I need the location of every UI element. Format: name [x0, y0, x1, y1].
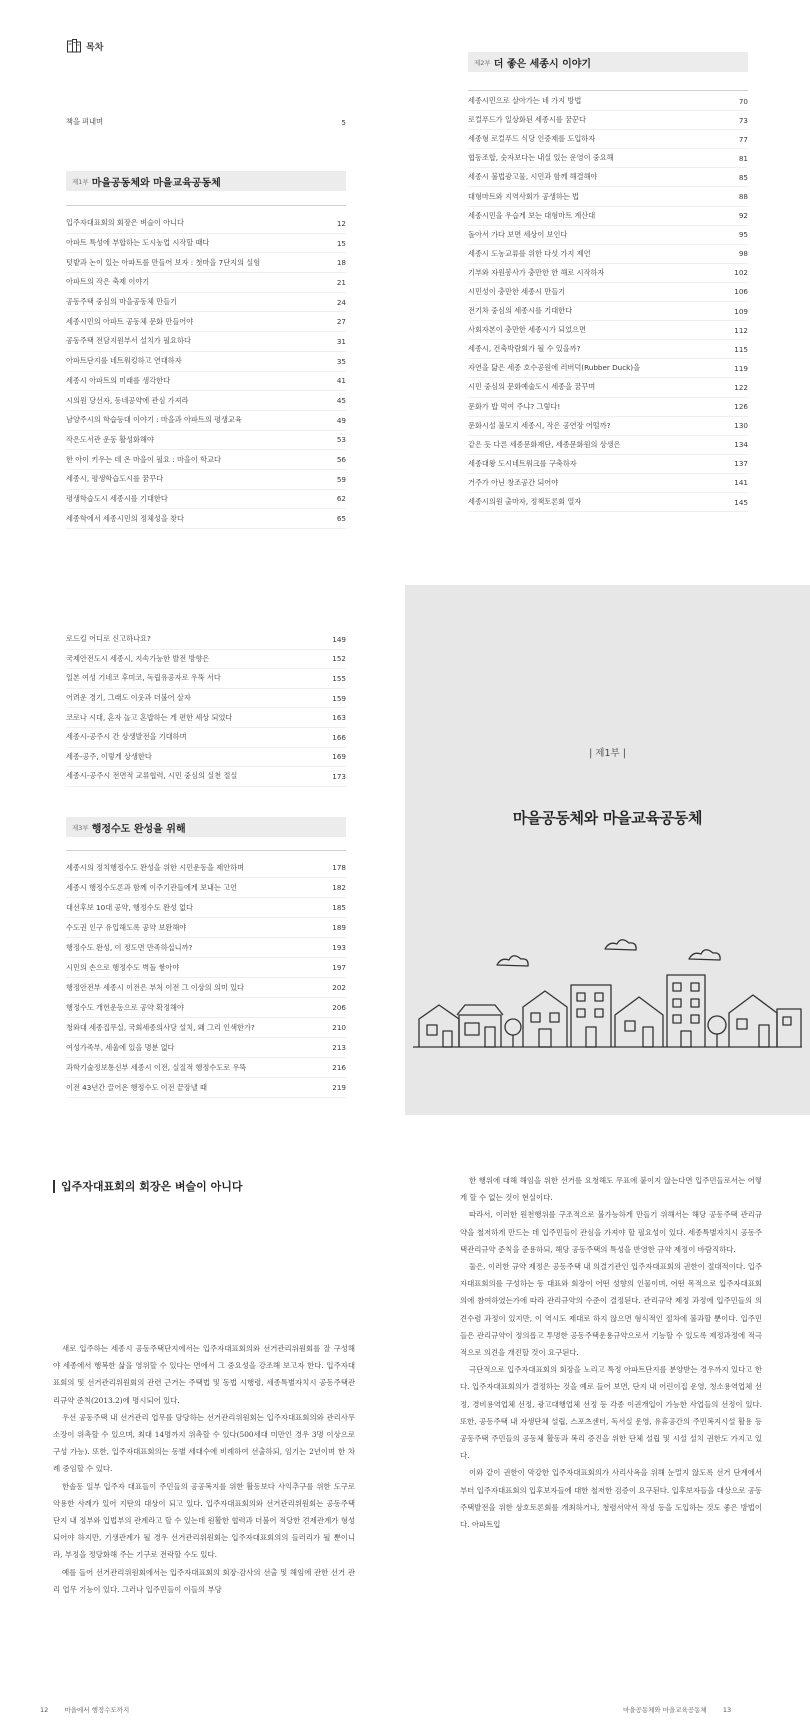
toc-entry-title: 청와대 세종집무실, 국회세종의사당 설치, 왜 그리 인색한가? — [66, 1022, 255, 1032]
toc-entry-title: 자연을 닮은 세종 호수공원에 러버덕(Rubber Duck)을 — [468, 363, 641, 373]
toc-entry-title: 세종시, 건축박람회가 될 수 있을까? — [468, 344, 581, 354]
toc-entry[interactable] — [66, 938, 346, 958]
toc-entry[interactable] — [66, 878, 346, 898]
toc-entry[interactable] — [66, 918, 346, 938]
toc-entry[interactable] — [468, 359, 748, 378]
toc-entry[interactable] — [66, 411, 346, 431]
toc-entry-title: 세종시민으로 살아가는 네 가지 방법 — [468, 96, 582, 106]
toc-entry[interactable] — [66, 630, 346, 650]
toc-entry-title: 수도권 인구 유입해도록 공약 보완해야 — [66, 922, 187, 932]
toc-entry-page: 106 — [734, 287, 748, 297]
footer-book-title: 마을에서 행정수도까지 — [64, 1706, 130, 1714]
toc-entry-page: 213 — [332, 1043, 346, 1052]
toc-page-2 — [405, 0, 810, 580]
toc-entry-title: 남양주시의 학습등대 이야기 : 마을과 아파트의 평생교육 — [66, 415, 242, 425]
toc-entry-title: 사회자본이 충만한 세종시가 되었으면 — [468, 325, 586, 335]
toc-entry-page: 59 — [336, 474, 346, 484]
toc-entry-title: 전기차 중심의 세종시를 기대한다 — [468, 306, 573, 316]
toc-entry-title: 대선후보 10대 공약, 행정수도 완성 없다 — [66, 902, 194, 912]
toc-entry[interactable] — [66, 767, 346, 787]
paragraph: 둘은, 이러한 규약 제정은 공동주택 내 의결기관인 입주자대표회의 권한이 절대적이다. 입주자대표회의를 구성하는 동 대표와 회장이 어떤 성향의 인물이며, 어떤 목적으로 입주자대표회의에 참여하였는가에 따라 관리규약의 수준이 결정된다. 관리규약 제정 과정에 입주민들의 의견수렴 과정이 있지만, 이 역시도 제대로 하지 않으면 형식적인 절차에 불과할 뿐이다. 입주민들은 관리규약이 정의롭고 투명한 공동주택운용규약으로서 기능할 수 있도록 제정과정에 적극적으로 의견을 개진할 것이 요구된다. — [460, 1262, 762, 1358]
part-title: 마을공동체와 마을교육공동체 — [512, 809, 703, 827]
toc-entry[interactable] — [66, 708, 346, 728]
toc-entry-title: 세종시 불법광고물, 시민과 함께 해결해야 — [468, 172, 598, 182]
toc-entry[interactable] — [66, 470, 346, 490]
toc-entry-page: 155 — [332, 673, 346, 683]
toc-entry-page: 15 — [336, 238, 346, 248]
toc-entry[interactable] — [468, 149, 748, 168]
toc-entry[interactable] — [468, 168, 748, 187]
toc-entry-title: 세종시-공주시 간 상생발전을 기대하며 — [66, 732, 187, 742]
toc-list-part2 — [468, 92, 748, 512]
toc-entry[interactable] — [468, 207, 748, 226]
toc-entry[interactable] — [66, 898, 346, 918]
toc-entry[interactable] — [468, 436, 748, 455]
toc-page-1 — [0, 0, 405, 580]
toc-entry[interactable] — [66, 689, 346, 709]
toc-entry-page: 185 — [332, 903, 346, 912]
toc-entry-title: 돌아서 가다 보면 세상이 보인다 — [468, 229, 568, 239]
toc-entry-title: 세종시의 정치행정수도 완성을 위한 시민운동을 제안하며 — [66, 862, 245, 872]
toc-entry[interactable] — [66, 1058, 346, 1078]
toc-entry-title: 행정수도 완성, 이 정도면 만족하십니까? — [66, 942, 193, 952]
toc-entry-title: 이전 43년간 끌어온 행정수도 이전 끝장낼 때 — [66, 1082, 207, 1092]
toc-entry[interactable] — [468, 321, 748, 340]
toc-header — [66, 38, 103, 54]
toc-entry-title: 세종형 로컬푸드 식당 인증제를 도입하자 — [468, 134, 596, 144]
section-heading-part2: 제2부 더 좋은 세종시 이야기 — [468, 52, 748, 72]
toc-entry-title: 세종시 도농교류를 위한 다섯 가지 제언 — [468, 248, 591, 258]
toc-entry[interactable] — [66, 748, 346, 768]
toc-entry-page: 202 — [332, 983, 346, 992]
toc-entry-title: 세종시 행정수도론과 함께 이주기관들에게 보내는 고언 — [66, 882, 238, 892]
toc-entry[interactable] — [468, 264, 748, 283]
toc-entry-page: 77 — [738, 134, 748, 144]
toc-entry-title: 국제안전도시 세종시, 지속가능한 발전 방향은 — [66, 653, 210, 663]
part-number-label: | 제1부 | — [589, 748, 626, 759]
village-houses-illustration — [405, 915, 810, 1055]
body-page-12 — [0, 1160, 405, 1728]
toc-entry-page: 178 — [332, 863, 346, 872]
toc-entry-page: 27 — [336, 317, 346, 327]
toc-entry-page: 24 — [336, 297, 346, 307]
toc-entry[interactable] — [66, 214, 346, 234]
toc-entry-page: 126 — [734, 402, 748, 412]
toc-entry-page: 41 — [336, 376, 346, 386]
toc-entry-intro[interactable]: 책을 펴내며 5 — [66, 117, 346, 127]
toc-entry[interactable] — [468, 378, 748, 397]
toc-entry-page: 182 — [332, 883, 346, 892]
page-footer — [623, 1705, 731, 1714]
toc-entry-page: 21 — [336, 277, 346, 287]
toc-entry[interactable] — [468, 340, 748, 359]
toc-entry-page: 56 — [336, 455, 346, 465]
toc-entry-title: 입주자대표회의 회장은 벼슬이 아니다 — [66, 218, 184, 228]
toc-entry[interactable] — [66, 372, 346, 392]
toc-entry-page: 102 — [734, 268, 748, 278]
toc-entry-title: 아파트단지를 네트워킹하고 연대하자 — [66, 356, 182, 366]
toc-entry-title: 공동주택 전담지원부서 설치가 필요하다 — [66, 336, 191, 346]
footer-section-title: 마을공동체와 마을교육공동체 — [623, 1706, 707, 1714]
toc-entry-page: 109 — [734, 306, 748, 316]
toc-entry[interactable] — [468, 398, 748, 417]
toc-entry-page: 137 — [734, 459, 748, 469]
footer-page-number: 12 — [40, 1706, 49, 1714]
toc-entry-title: 세종-공주, 이렇게 상생한다 — [66, 751, 152, 761]
toc-entry-page: 53 — [336, 435, 346, 445]
toc-entry-title: 한 아이 키우는 데 온 마을이 필요 : 마을이 학교다 — [66, 454, 221, 464]
toc-entry-title: 세종시-공주시 전면적 교류협력, 시민 중심의 실천 절실 — [66, 771, 238, 781]
toc-entry-title: 세종대왕 도시네트워크를 구축하자 — [468, 458, 577, 468]
article-body-continued — [460, 1172, 762, 1533]
toc-entry-title: 어려운 경기, 그래도 이웃과 더불어 살자 — [66, 693, 191, 703]
toc-entry-title: 같은 듯 다른 세종문화재단, 세종문화원의 상생은 — [468, 439, 621, 449]
paragraph: 우선 공동주택 내 선거관리 업무를 담당하는 선거관리위원회는 입주자대표회의와 관리사무소장이 위촉할 수 있으며, 최대 14명까지 위촉할 수 있다(500세대 미만인 경우 3명 이상으로 구성 가능). 또한, 입주자대표회의는 동별 세대수에 비례하여 선출하되, 임기는 2년이며 한 차례 중임할 수 있다. — [53, 1412, 355, 1474]
toc-entry-title: 세종시민의 아파트 공동체 문화 만들어야 — [66, 316, 194, 326]
toc-label: 목차 — [86, 42, 104, 53]
toc-entry[interactable] — [66, 450, 346, 470]
paragraph: 한 행위에 대해 해임을 위한 선거를 요청해도 무표에 붙이지 않는다면 입주민들로서는 어떻게 할 수 없는 것이 현실이다. — [460, 1176, 762, 1203]
paragraph: 따라서, 이러한 원천행위를 구조적으로 불가능하게 만들기 위해서는 해당 공동주택 관리규약을 철저하게 만드는 데 입주민들이 관심을 가져야 할 필요성이 있다. 세종특별자치시 공동주택관리규약 준칙을 준용하되, 해당 공동주택의 특성을 반영한 규약 제정이 바람직하다. — [460, 1210, 762, 1254]
toc-entry-title: 로드킬 어디로 신고하나요? — [66, 634, 151, 644]
toc-entry-title: 세종시 아파트의 미래를 생각한다 — [66, 375, 171, 385]
toc-entry[interactable] — [468, 417, 748, 436]
toc-entry-title: 거주가 아닌 창조공간 되어야 — [468, 477, 559, 487]
toc-entry-page: 85 — [738, 172, 748, 182]
toc-entry[interactable] — [66, 669, 346, 689]
footer-page-number: 13 — [722, 1706, 732, 1714]
toc-entry[interactable] — [468, 474, 748, 493]
toc-entry-title: 시민 중심의 문화예술도시 세종을 꿈꾸며 — [468, 382, 596, 392]
toc-entry-title: 공동주택 중심의 마을공동체 만들기 — [66, 297, 178, 307]
toc-entry-page: 169 — [332, 752, 346, 762]
toc-entry-page: 95 — [738, 230, 748, 240]
toc-entry-page: 119 — [734, 363, 748, 373]
toc-entry-page: 81 — [738, 153, 748, 163]
toc-entry-page: 197 — [332, 963, 346, 972]
toc-entry[interactable] — [66, 858, 346, 878]
toc-entry-page: 216 — [332, 1063, 346, 1072]
toc-entry-page: 166 — [332, 732, 346, 742]
toc-entry-title: 세종시민을 우습게 보는 대형마트 계산대 — [468, 210, 596, 220]
toc-entry-title: 작은도서관 운동 활성화해야 — [66, 434, 154, 444]
toc-entry[interactable] — [66, 1038, 346, 1058]
toc-entry[interactable] — [66, 509, 346, 529]
toc-entry-page: 141 — [734, 478, 748, 488]
heading-bar — [53, 1180, 55, 1193]
section-heading-part1: 제1부 마을공동체와 마을교육공동체 — [66, 171, 346, 191]
toc-entry-page: 130 — [734, 421, 748, 431]
toc-list-part1 — [66, 214, 346, 529]
paragraph: 예를 들어 선거관리위원회에서는 입주자대표회의 회장·감사의 선출 및 해임에 관한 선거 관리 업무 기능이 있다. 그러나 입주민들이 이들의 부당 — [53, 1567, 355, 1594]
toc-entry[interactable] — [66, 1078, 346, 1098]
divider — [66, 205, 346, 206]
toc-entry-page: 112 — [734, 325, 748, 335]
toc-entry-page: 163 — [332, 713, 346, 723]
book-icon — [66, 38, 82, 54]
toc-entry-page: 210 — [332, 1023, 346, 1032]
toc-entry-title: 일본 여성 기네코 후미코, 독립유공자로 우뚝 서다 — [66, 673, 221, 683]
toc-entry-title: 행정안전부 세종시 이전은 부처 이전 그 이상의 의미 있다 — [66, 982, 244, 992]
toc-entry-title: 시민성이 충만한 세종시 만들기 — [468, 286, 566, 296]
toc-entry-title: 대형마트와 지역사회가 공생하는 법 — [468, 191, 580, 201]
toc-entry-title: 협동조합, 숫자보다는 내실 있는 운영이 중요해 — [468, 153, 614, 163]
toc-entry-page: 65 — [336, 514, 346, 524]
toc-entry-page: 12 — [336, 218, 346, 228]
toc-entry-title: 아파트 특성에 부합하는 도시농업 시작할 때다 — [66, 238, 210, 248]
toc-entry-page: 152 — [332, 654, 346, 664]
toc-entry[interactable] — [66, 490, 346, 510]
toc-entry[interactable] — [66, 273, 346, 293]
toc-entry-page: 98 — [738, 249, 748, 259]
toc-entry[interactable] — [66, 332, 346, 352]
toc-entry-page: 145 — [734, 497, 748, 507]
body-page-13 — [405, 1160, 810, 1728]
toc-entry-page: 31 — [336, 336, 346, 346]
toc-entry[interactable] — [66, 234, 346, 254]
toc-entry-page: 149 — [332, 634, 346, 644]
toc-entry-title: 문화가 밥 먹여 주냐? 그렇다! — [468, 401, 561, 411]
toc-entry-title: 행정수도 개헌운동으로 공약 확정해야 — [66, 1002, 184, 1012]
toc-entry[interactable] — [66, 293, 346, 313]
toc-entry-title: 로컬푸드가 일상화된 세종시를 꿈꾼다 — [468, 115, 586, 125]
toc-entry-title: 세종학에서 세종시민의 정체성을 찾다 — [66, 513, 184, 523]
toc-entry[interactable] — [66, 431, 346, 451]
toc-entry[interactable] — [66, 253, 346, 273]
article-heading: 입주자대표회의 회장은 벼슬이 아니다 — [53, 1178, 243, 1194]
toc-entry-title: 여성가족부, 세울에 있을 명분 없다 — [66, 1042, 175, 1052]
toc-entry-page: 189 — [332, 923, 346, 932]
toc-entry[interactable] — [468, 455, 748, 474]
toc-entry-page: 219 — [332, 1083, 346, 1092]
toc-entry-title: 세종시, 평생학습도시를 꿈꾸다 — [66, 474, 164, 484]
toc-entry-title: 시민의 손으로 행정수도 벽돌 쌓아야 — [66, 962, 180, 972]
toc-list-part2-continued — [66, 630, 346, 787]
part-divider-page — [405, 585, 810, 1115]
toc-entry[interactable] — [66, 391, 346, 411]
toc-entry[interactable] — [66, 728, 346, 748]
toc-entry-page: 35 — [336, 356, 346, 366]
toc-entry-page: 159 — [332, 693, 346, 703]
section-heading-part3: 제3부 행정수도 완성을 위해 — [66, 817, 346, 837]
toc-entry-title: 아파트의 작은 축제 이야기 — [66, 277, 150, 287]
toc-page-3 — [0, 580, 405, 1115]
toc-entry-page: 122 — [734, 382, 748, 392]
intro-list — [66, 112, 346, 132]
toc-entry-title: 코로나 시대, 혼자 놀고 혼밥하는 게 편한 세상 되었다 — [66, 712, 233, 722]
paragraph: 이와 같이 권한이 막강한 입주자대표회의가 사리사욕을 위해 눈멀지 않도록 선거 단계에서부터 입주자대표회의 입후보자들에 대한 철저한 검증이 요구된다. 입후보자들을 대상으로 공동주택발전을 위한 상호토론회를 개최하거나, 청렴서약서 작성 등을 도입하는 것도 좋은 방법이다. 아파트입 — [460, 1468, 762, 1530]
toc-entry-page: 173 — [332, 771, 346, 781]
page-footer — [40, 1705, 129, 1714]
toc-entry[interactable] — [66, 352, 346, 372]
toc-entry[interactable] — [468, 302, 748, 321]
toc-entry[interactable] — [66, 998, 346, 1018]
divider — [66, 850, 346, 851]
toc-entry-page: 193 — [332, 943, 346, 952]
toc-list-part3 — [66, 858, 346, 1098]
toc-entry[interactable] — [66, 1018, 346, 1038]
toc-entry[interactable] — [468, 92, 748, 111]
toc-entry[interactable] — [468, 187, 748, 206]
toc-entry[interactable] — [66, 978, 346, 998]
toc-entry[interactable] — [66, 958, 346, 978]
toc-entry-title: 평생학습도시 세종시를 기대한다 — [66, 493, 168, 503]
toc-entry-page: 73 — [738, 115, 748, 125]
toc-entry-title: 문화시설 불모지 세종시, 작은 공연장 어떨까? — [468, 420, 611, 430]
toc-entry-title: 기부와 자원봉사가 충만한 한 해로 시작하자 — [468, 267, 605, 277]
toc-entry-title: 과학기술정보통신부 세종시 이전, 실질적 행정수도로 우뚝 — [66, 1062, 247, 1072]
toc-entry-page: 206 — [332, 1003, 346, 1012]
toc-entry-title: 텃밭과 논이 있는 아파트를 만들어 보자 : 첫마을 7단지의 실험 — [66, 257, 261, 267]
toc-entry-page: 49 — [336, 415, 346, 425]
toc-entry[interactable] — [468, 493, 748, 512]
toc-entry-title: 시의원 당선자, 동네공약에 관심 가져라 — [66, 395, 189, 405]
paragraph: 극단적으로 입주자대표회의 회장을 노리고 특정 아파트단지를 분양받는 경우까지 있다고 한다. 입주자대표회의가 결정하는 것을 예로 들어 보면, 단지 내 어린이집 운영, 청소용역업체 선정, 경비용역업체 선정, 광고대행업체 선정 등 각종 이권개입이 가능한 사업들의 선정이 있다. 또한, 공동주택 내 자생단체 설립, 스포츠센터, 독서실 운영, 유휴공간의 주민복지시설 활용 등 공동주택 주민들의 공동체 활동과 복리 증진을 위한 단체 설립 및 시설 설치 권한도 가지고 있다. — [460, 1365, 762, 1461]
toc-entry[interactable] — [468, 130, 748, 149]
divider — [468, 90, 748, 91]
paragraph: 한솔동 일부 입주자 대표들이 주민들의 공공복지를 위한 활동보다 사익추구를 위한 도구로 악용한 사례가 있어 지탄의 대상이 되고 있다. 입주자대표회의와 선거관리위원회는 공동주택 단지 내 정부와 입법부의 관계라고 할 수 있는데 원활한 협력과 더불어 적당한 견제관계가 형성되어야 하지만, 기생관계가 될 경우 선거관리위원회는 입주자대표회의의 들러리가 될 뿐이니라, 부정을 정당화해 주는 기구로 전락할 수도 있다. — [53, 1481, 355, 1560]
toc-entry-page: 62 — [336, 494, 346, 504]
paragraph: 새로 입주하는 세종시 공동주택단지에서는 입주자대표회의와 선거관리위원회를 잘 구성해야 세종에서 행복한 삶을 영위할 수 있다는 면에서 그 중요성을 강조해 보고자 한다. 입주자대표회의 및 선거관리위원회의 관련 근거는 주택법 및 동법 시행령, 세종특별자치시 공동주택관리규약 준칙(2013.2)에 명시되어 있다. — [53, 1344, 355, 1405]
toc-entry-page: 92 — [738, 211, 748, 221]
toc-entry-page: 115 — [734, 344, 748, 354]
toc-entry[interactable] — [468, 283, 748, 302]
article-body — [53, 1340, 355, 1598]
toc-entry-page: 134 — [734, 440, 748, 450]
toc-entry-page: 70 — [738, 96, 748, 106]
toc-entry[interactable] — [66, 650, 346, 670]
toc-entry[interactable] — [468, 226, 748, 245]
toc-entry[interactable] — [66, 312, 346, 332]
toc-entry-page: 18 — [336, 258, 346, 268]
toc-entry-page: 45 — [336, 396, 346, 406]
toc-entry[interactable] — [468, 111, 748, 130]
toc-entry-page: 88 — [738, 192, 748, 202]
toc-entry-title: 세종시의원 출마자, 정책토론회 열자 — [468, 497, 582, 507]
toc-entry[interactable] — [468, 245, 748, 264]
